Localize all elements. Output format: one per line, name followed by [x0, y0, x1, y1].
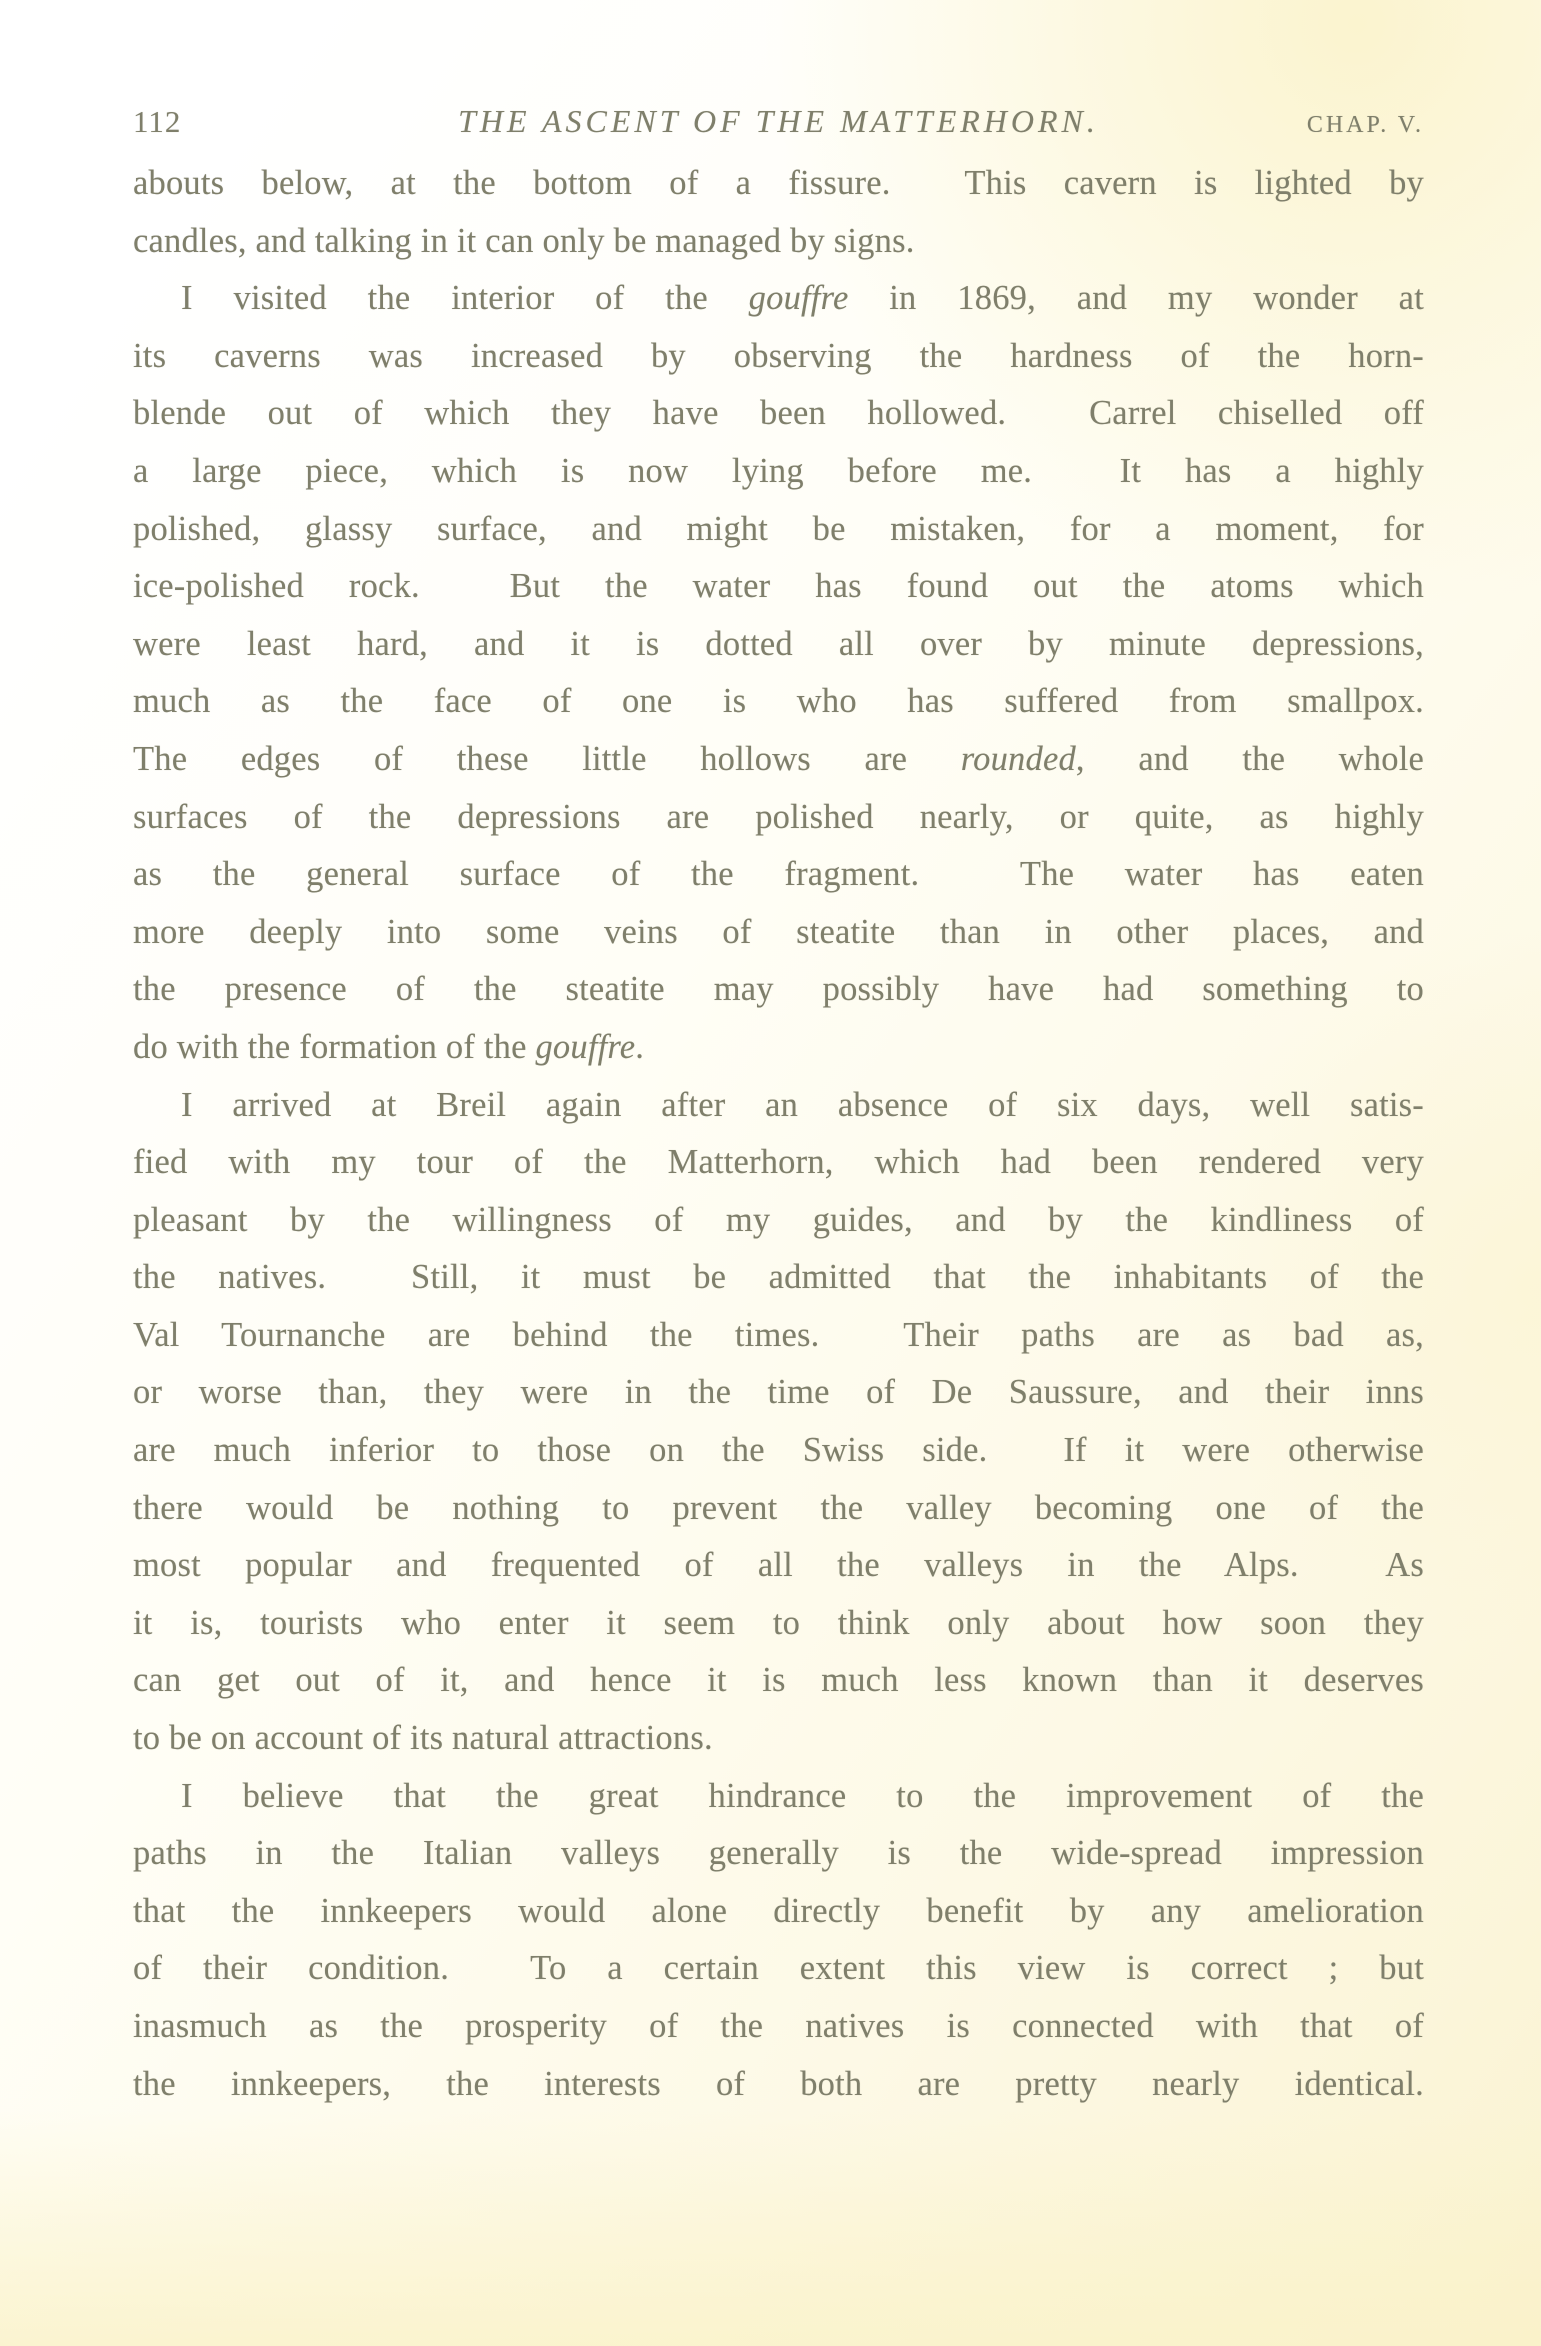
text-line: are much inferior to those on the Swiss side. If it were otherwise: [133, 1431, 1424, 1470]
text-line: I arrived at Breil again after an absence of six days, well satis-: [181, 1085, 1424, 1124]
text-line: abouts below, at the bottom of a fissure. This cavern is lighted by: [133, 164, 1424, 202]
text-line: inasmuch as the prosperity of the natives is connected with that of: [133, 2007, 1424, 2045]
running-head: [133, 103, 1424, 140]
text-line: I visited the interior of the gouffre in 1869, and my wonder at: [181, 279, 1424, 318]
text-line: blende out of which they have been hollowed. Carrel chiselled off: [133, 394, 1424, 433]
text-line: there would be nothing to prevent the valley becoming one of the: [133, 1488, 1424, 1527]
text-line: can get out of it, and hence it is much less known than it deserves: [133, 1661, 1424, 1700]
text-line: were least hard, and it is dotted all over by minute depressions,: [133, 624, 1424, 663]
text-line: the natives. Still, it must be admitted that the inhabitants of the: [133, 1258, 1424, 1297]
page-number: 112: [133, 104, 182, 139]
text-line: that the innkeepers would alone directly benefit by any amelioration: [133, 1891, 1424, 1930]
text-line: much as the face of one is who has suffered from smallpox.: [133, 682, 1424, 721]
paragraph: [133, 1077, 1424, 1768]
text-line: it is, tourists who enter it seem to think only about how soon they: [133, 1603, 1424, 1642]
text-line: a large piece, which is now lying before me. It has a highly: [133, 451, 1424, 490]
paragraph: [133, 155, 1424, 270]
text-line: do with the formation of the gouffre.: [133, 1027, 645, 1066]
text-line: I believe that the great hindrance to the improvement of the: [181, 1776, 1424, 1815]
running-title: THE ASCENT OF THE MATTERHORN.: [458, 103, 1099, 139]
paragraph: [133, 1768, 1424, 2114]
text-line: paths in the Italian valleys generally is the wide-spread impression: [133, 1834, 1424, 1873]
text-line: The edges of these little hollows are rounded, and the whole: [133, 739, 1424, 778]
text-line: candles, and talking in it can only be managed by signs.: [133, 221, 915, 260]
text-line: the innkeepers, the interests of both are pretty nearly identical.: [133, 2064, 1424, 2103]
text-line: surfaces of the depressions are polished nearly, or quite, as highly: [133, 797, 1424, 836]
body-text: [133, 155, 1424, 2113]
text-line: of their condition. To a certain extent this view is correct ; but: [133, 1949, 1424, 1988]
text-line: as the general surface of the fragment. The water has eaten: [133, 855, 1424, 894]
text-line: the presence of the steatite may possibly have had something to: [133, 970, 1424, 1009]
paragraph: [133, 270, 1424, 1076]
text-line: or worse than, they were in the time of De Saussure, and their inns: [133, 1373, 1424, 1412]
chapter-label: CHAP. V.: [1306, 112, 1424, 138]
text-line: more deeply into some veins of steatite than in other places, and: [133, 912, 1424, 951]
text-line: fied with my tour of the Matterhorn, which had been rendered very: [133, 1143, 1424, 1182]
text-line: ice-polished rock. But the water has found out the atoms which: [133, 567, 1424, 606]
text-line: to be on account of its natural attractions.: [133, 1719, 713, 1758]
text-line: most popular and frequented of all the valleys in the Alps. As: [133, 1546, 1424, 1585]
text-line: pleasant by the willingness of my guides, and by the kindliness of: [133, 1200, 1424, 1239]
text-line: its caverns was increased by observing the hardness of the horn-: [133, 336, 1424, 375]
text-line: polished, glassy surface, and might be mistaken, for a moment, for: [133, 509, 1424, 548]
text-line: Val Tournanche are behind the times. Their paths are as bad as,: [133, 1315, 1424, 1354]
